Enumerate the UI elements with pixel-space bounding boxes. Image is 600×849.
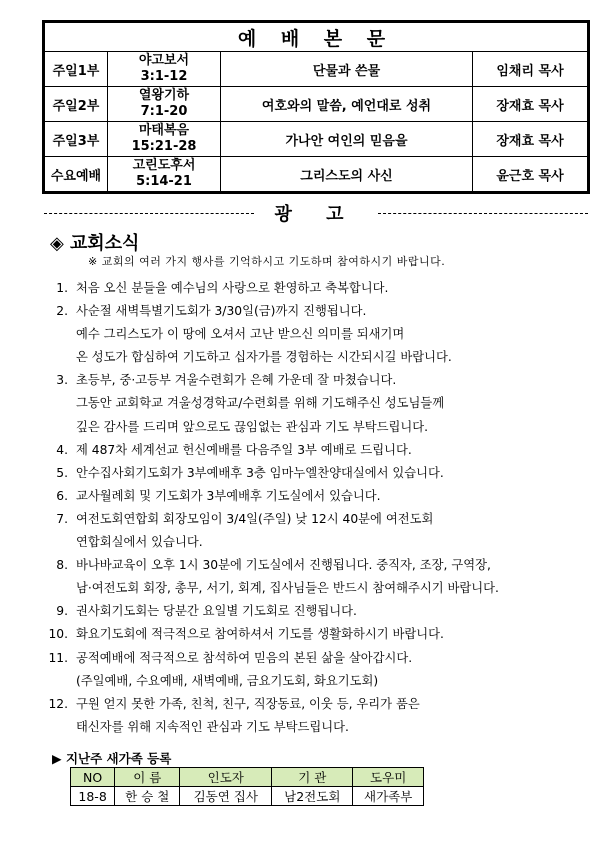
news-section-label: 교회소식: [69, 233, 140, 254]
list-item-number: 3.: [56, 373, 68, 388]
list-item-line: [42, 439, 594, 462]
list-item-line: [42, 392, 594, 415]
list-item-line: [42, 623, 594, 646]
list-item-number: 10.: [48, 627, 68, 642]
scripture: [108, 122, 221, 157]
list-item-line: [42, 670, 594, 693]
list-item-line: [42, 600, 594, 623]
preacher: 임채리 목사: [473, 52, 588, 87]
scripture: [108, 157, 221, 192]
worship-table: [44, 22, 588, 192]
column-header: 도우미: [353, 768, 424, 787]
worship-row: [45, 52, 588, 87]
list-item-text: 예수 그리스도가 이 땅에 오셔서 고난 받으신 의미를 되새기며: [76, 327, 405, 342]
list-item-line: [42, 462, 594, 485]
table-cell: 새가족부: [353, 787, 424, 806]
service-name: 주일3부: [45, 122, 108, 157]
diamond-icon: ◈: [50, 233, 64, 254]
announcements-title: 광 고: [274, 204, 358, 225]
list-item-text: 태신자를 위해 지속적인 관심과 기도 부탁드립니다.: [76, 719, 349, 734]
sermon-title: 가나안 여인의 믿음을: [221, 122, 473, 157]
list-item-number: 9.: [56, 604, 68, 619]
list-item: [42, 485, 594, 508]
list-item-text: 교사월례회 및 기도회가 3부예배후 기도실에서 있습니다.: [76, 488, 381, 503]
news-section-title: [50, 229, 139, 255]
list-item-text: 처음 오신 분들을 예수님의 사랑으로 환영하고 축복합니다.: [76, 281, 389, 295]
list-item-text: 구원 얻지 못한 가족, 친척, 친구, 직장동료, 이웃 등, 우리가 품은: [76, 696, 420, 711]
column-header: 이 름: [115, 768, 180, 787]
list-item: [42, 647, 594, 693]
worship-row: [45, 157, 588, 192]
column-header: 인도자: [180, 768, 272, 787]
scripture-book: 마태복음: [138, 123, 190, 138]
list-item: [42, 623, 594, 646]
list-item-number: 6.: [56, 488, 68, 503]
list-item-line: [42, 323, 594, 346]
list-item: [42, 462, 594, 485]
list-item-text: 권사회기도회는 당분간 요일별 기도회로 진행됩니다.: [76, 604, 357, 619]
sermon-title: 여호와의 말씀, 예언대로 성취: [221, 87, 473, 122]
table-cell: 18-8: [71, 787, 115, 806]
scripture-book: 열왕기하: [138, 88, 190, 103]
scripture-verse: 7:1-20: [140, 104, 188, 119]
scripture-verse: 5:14-21: [136, 174, 192, 189]
preacher: 장재효 목사: [473, 87, 588, 122]
list-item: [42, 300, 594, 369]
list-item: [42, 600, 594, 623]
scripture-verse: 3:1-12: [140, 69, 188, 84]
list-item: [42, 693, 594, 739]
worship-row: [45, 122, 588, 157]
table-cell: 남2전도회: [272, 787, 353, 806]
list-item-line: [42, 647, 594, 670]
announcements-heading: [44, 200, 588, 224]
preacher: 장재효 목사: [473, 122, 588, 157]
list-item-number: 2.: [56, 304, 68, 319]
table-cell: 김동연 집사: [180, 787, 272, 806]
sermon-title: 단물과 쓴물: [221, 52, 473, 87]
newcomers-table: [70, 767, 424, 806]
scripture: [108, 87, 221, 122]
list-item-line: [42, 277, 594, 300]
table-cell: 한 승 철: [115, 787, 180, 806]
list-item-text: 깊은 감사를 드리며 앞으로도 끊임없는 관심과 기도 부탁드립니다.: [76, 419, 428, 434]
newcomers-header-row: [71, 768, 424, 787]
list-item: [42, 277, 594, 300]
list-item: [42, 369, 594, 438]
list-item-line: [42, 531, 594, 554]
list-item-text: 제 487차 세계선교 헌신예배를 다음주일 3부 예배로 드립니다.: [76, 442, 412, 457]
column-header: 기 관: [272, 768, 353, 787]
list-item-number: 11.: [48, 650, 68, 665]
service-name: 수요예배: [45, 157, 108, 192]
list-item-text: 남·여전도회 회장, 총무, 서기, 회계, 집사님들은 반드시 참여해주시기 바랍니다.: [76, 581, 499, 596]
list-item-line: [42, 369, 594, 392]
table-row: [71, 787, 424, 806]
list-item-number: 12.: [48, 696, 68, 711]
list-item-line: [42, 693, 594, 716]
list-item-number: 8.: [56, 558, 68, 573]
service-name: 주일2부: [45, 87, 108, 122]
list-item-text: 안수집사회기도회가 3부예배후 3층 임마누엘찬양대실에서 있습니다.: [76, 465, 444, 480]
newcomers-title: ▶ 지난주 새가족 등록: [52, 751, 172, 766]
worship-title: 예 배 본 문: [45, 23, 588, 52]
list-item-line: [42, 416, 594, 439]
service-name: 주일1부: [45, 52, 108, 87]
scripture-verse: 15:21-28: [131, 139, 197, 154]
list-item-text: 공적예배에 적극적으로 참석하여 믿음의 본된 삶을 살아갑시다.: [76, 650, 413, 665]
list-item-line: [42, 716, 594, 739]
column-header: NO: [71, 768, 115, 787]
list-item-text: 초등부, 중·고등부 겨울수련회가 은혜 가운데 잘 마쳤습니다.: [76, 373, 397, 388]
list-item-text: (주일예배, 수요예배, 새벽예배, 금요기도회, 화요기도회): [76, 673, 379, 688]
news-note: ※ 교회의 여러 가지 행사를 기억하시고 기도하며 참여하시기 바랍니다.: [88, 255, 446, 268]
scripture-book: 고린도후서: [132, 158, 196, 173]
list-item: [42, 554, 594, 600]
list-item: [42, 439, 594, 462]
worship-table-header: [45, 23, 588, 52]
scripture: [108, 52, 221, 87]
list-item-number: 4.: [56, 442, 68, 457]
list-item-text: 그동안 교회학교 겨울성경학교/수련회를 위해 기도해주신 성도님들께: [76, 396, 445, 411]
list-item-text: 온 성도가 합심하여 기도하고 십자가를 경험하는 시간되시길 바랍니다.: [76, 350, 452, 365]
list-item-text: 사순절 새벽특별기도회가 3/30일(금)까지 진행됩니다.: [76, 304, 367, 319]
list-item-line: [42, 554, 594, 577]
list-item-line: [42, 300, 594, 323]
list-item-line: [42, 485, 594, 508]
news-list: [42, 277, 594, 739]
sermon-title: 그리스도의 사신: [221, 157, 473, 192]
worship-row: [45, 87, 588, 122]
list-item-text: 화요기도회에 적극적으로 참여하셔서 기도를 생활화하시기 바랍니다.: [76, 627, 444, 642]
list-item-text: 여전도회연합회 회장모임이 3/4일(주일) 낮 12시 40분에 여전도회: [76, 511, 434, 526]
list-item-line: [42, 577, 594, 600]
list-item-line: [42, 508, 594, 531]
dashed-divider: [378, 213, 588, 214]
list-item-text: 바나바교육이 오후 1시 30분에 기도실에서 진행됩니다. 중직자, 조장, 구역장,: [76, 558, 491, 573]
list-item-number: 7.: [56, 511, 68, 526]
list-item-text: 연합회실에서 있습니다.: [76, 535, 203, 550]
list-item: [42, 508, 594, 554]
list-item-number: 1.: [56, 281, 68, 295]
preacher: 윤근호 목사: [473, 157, 588, 192]
list-item-line: [42, 346, 594, 369]
scripture-book: 야고보서: [138, 53, 190, 68]
list-item-number: 5.: [56, 465, 68, 480]
